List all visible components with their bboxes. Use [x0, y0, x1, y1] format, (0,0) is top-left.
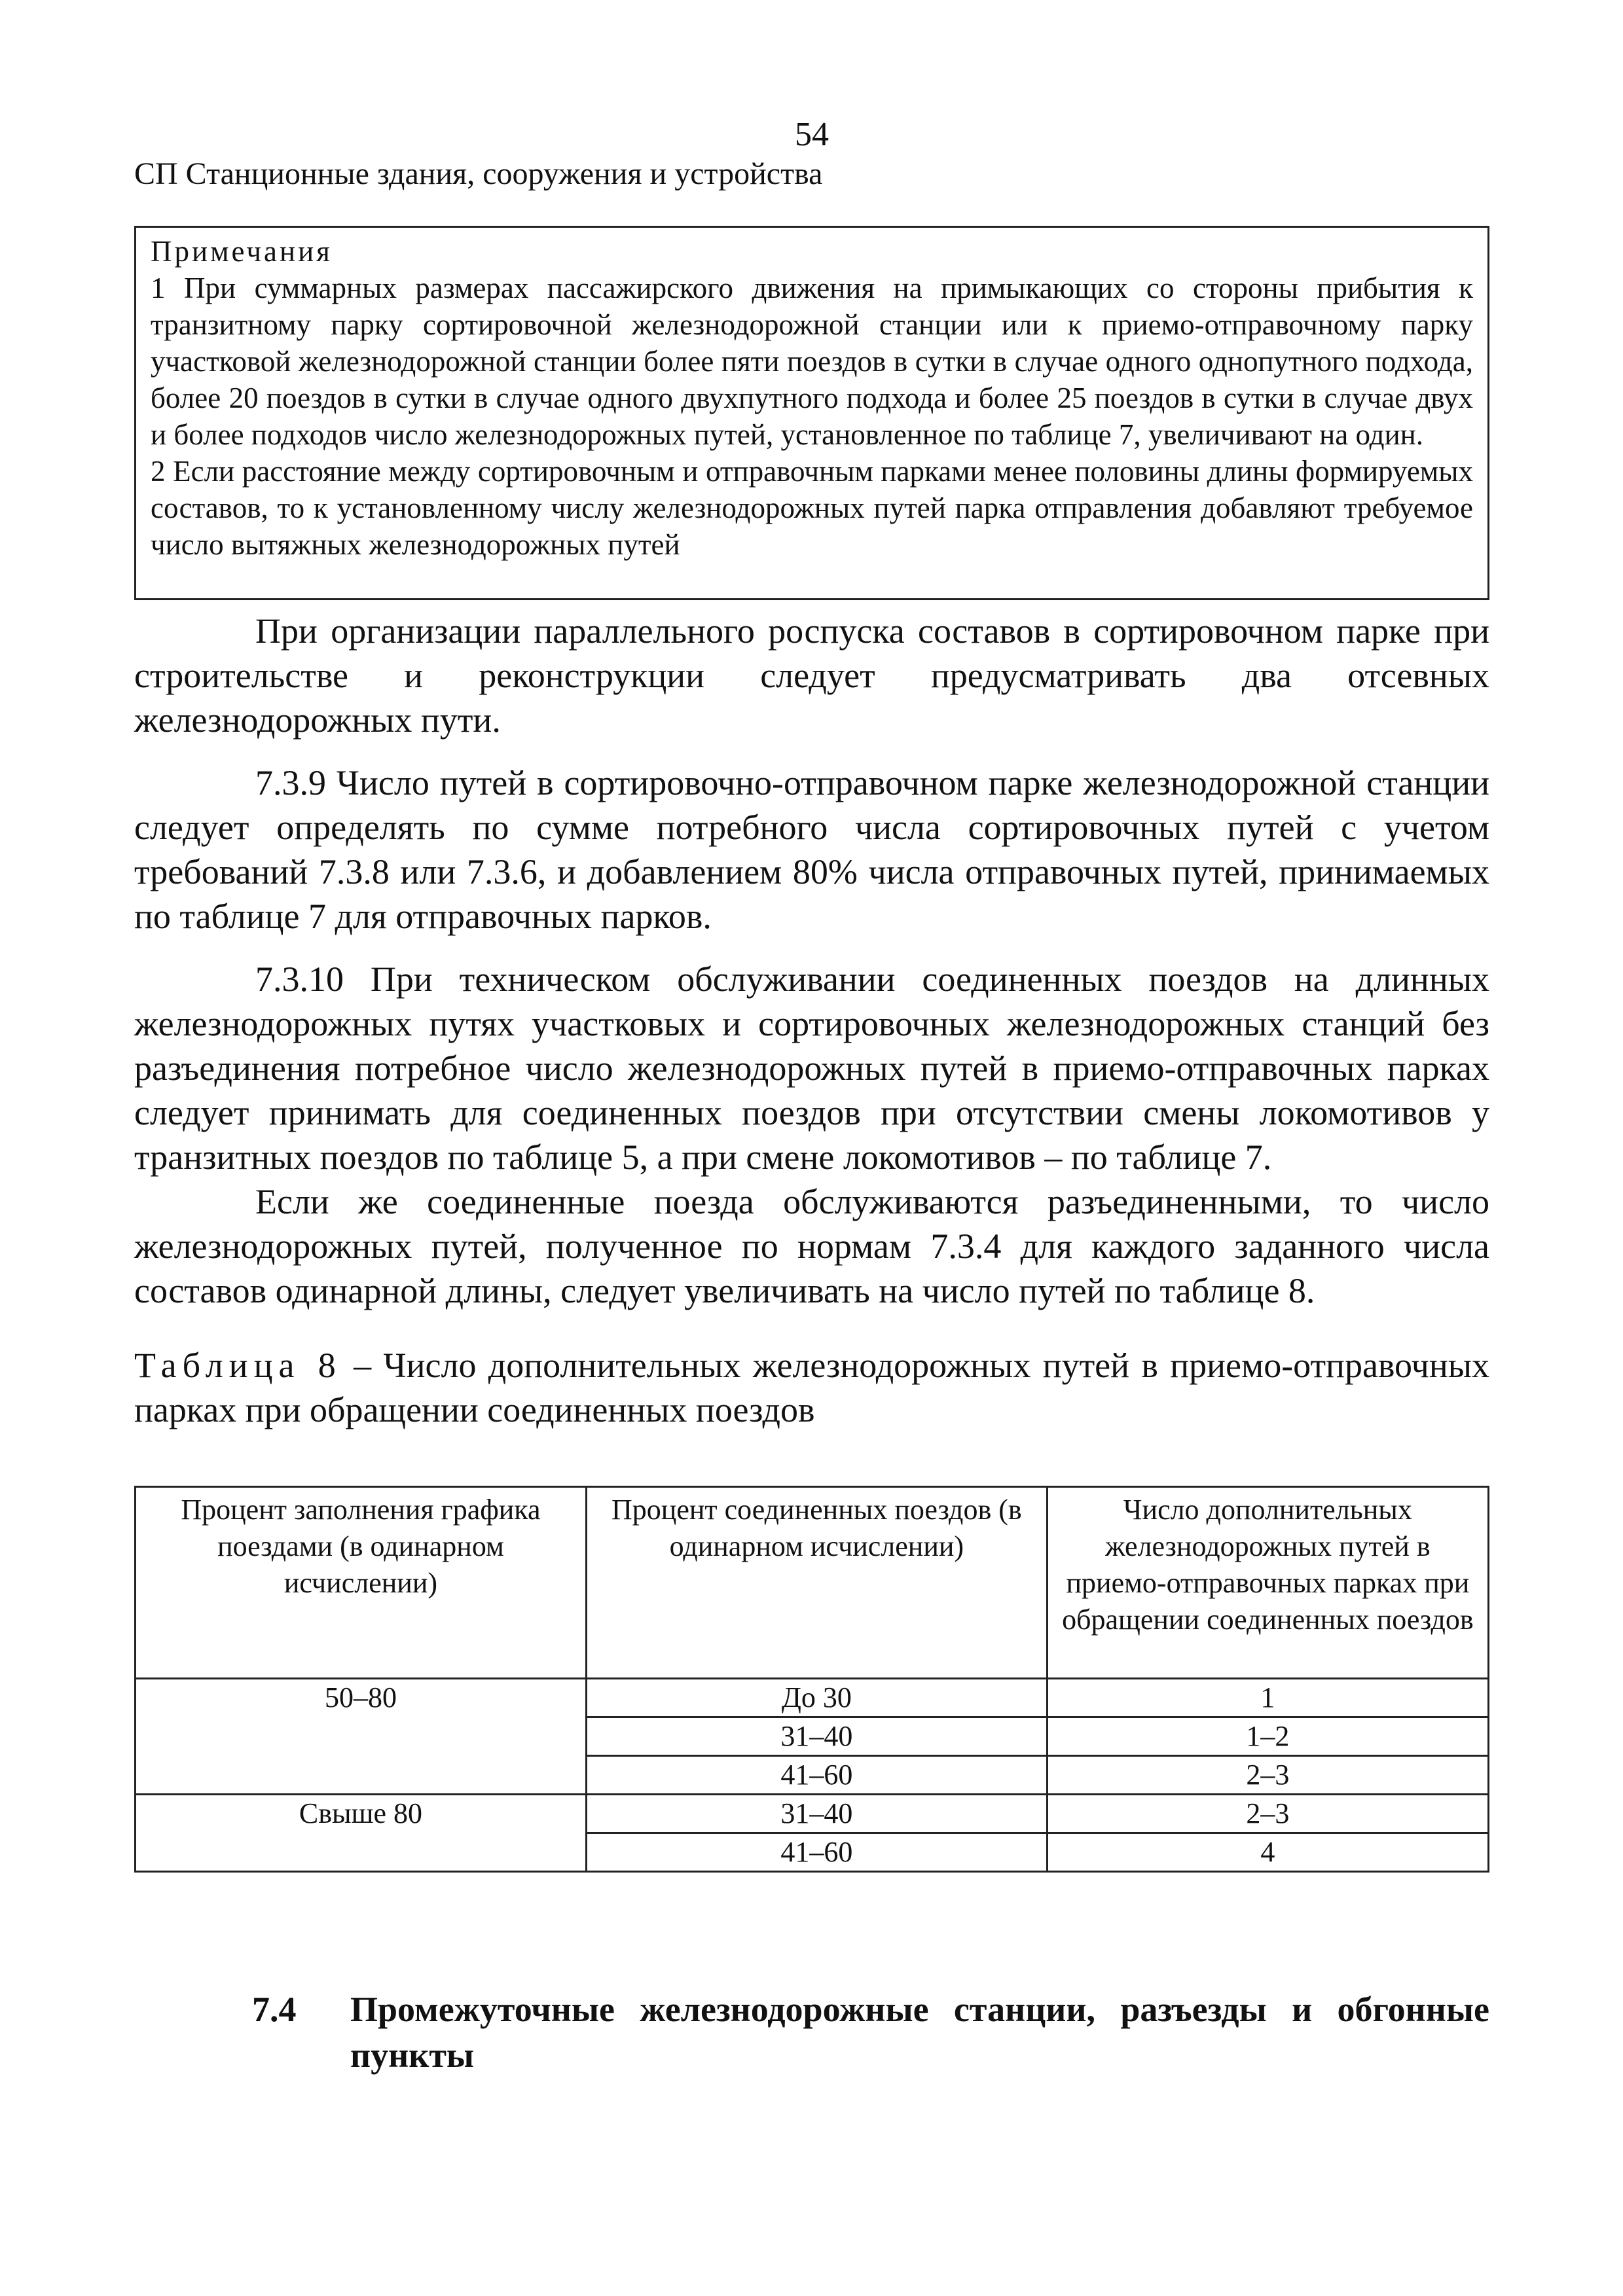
section-title: Промежуточные железнодорожные станции, разъезды и обгонные пункты — [350, 1990, 1489, 2075]
cell-tracks: 2–3 — [1047, 1795, 1488, 1833]
table-caption — [134, 1343, 1489, 1432]
cell-tracks: 1–2 — [1047, 1717, 1488, 1756]
header-connected-percent: Процент соединенных поездов (в одинарном исчислении) — [586, 1487, 1047, 1679]
section-number: 7.4 — [252, 1990, 297, 2029]
header-extra-tracks: Число дополнительных железнодорожных путей в приемо-отправочных парках при обращении соединенных поездов — [1047, 1487, 1488, 1679]
cell-fill-group-1: 50–80 — [136, 1679, 587, 1795]
paragraph-7-3-10: 7.3.10 При техническом обслуживании соединенных поездов на длинных железнодорожных путях участковых и сортировочных железнодорожных станций без разъединения потребное число железнодорожных путей в приемо-отправочных парках следует принимать для соединенных поездов при отсутствии смены локомотивов у транзитных поездов по таблице 5, а при смене локомотивов – по таблице 7. — [134, 960, 1489, 1177]
cell-percent: До 30 — [586, 1679, 1047, 1717]
table-caption-text: – Число дополнительных железнодорожных путей в приемо-отправочных парках при обращении соединенных поездов — [134, 1346, 1489, 1429]
table-caption-label: Таблица 8 — [134, 1346, 342, 1385]
note-item-2: 2 Если расстояние между сортировочным и отправочным парками менее половины длины формируемых составов, то к установленному числу железнодорожных путей парка отправления добавляют требуемое число вытяжных железнодорожных путей — [151, 455, 1473, 561]
table-header-row — [136, 1487, 1489, 1679]
notes-title: Примечания — [151, 235, 333, 268]
cell-percent: 41–60 — [586, 1756, 1047, 1795]
note-item-1: 1 При суммарных размерах пассажирского движения на примыкающих со стороны прибытия к транзитному парку сортировочной железнодорожной станции или к приемо-отправочному парку участковой железнодорожной станции более пяти поездов в сутки в случае одного однопутного подхода, более 20 поездов в сутки в случае одного двухпутного подхода и более 25 поездов в сутки в случае двух и более подходов число железнодорожных путей, установленное по таблице 7, увеличивают на один. — [151, 272, 1473, 451]
cell-tracks: 2–3 — [1047, 1756, 1488, 1795]
cell-tracks: 4 — [1047, 1833, 1488, 1872]
paragraph-parallel-dispersal: При организации параллельного роспуска составов в сортировочном парке при строительстве и реконструкции следует предусматривать два отсевных железнодорожных пути. — [134, 611, 1489, 740]
cell-fill-group-2: Свыше 80 — [136, 1795, 587, 1872]
cell-percent: 31–40 — [586, 1717, 1047, 1756]
body-text — [134, 609, 1489, 1313]
paragraph-separated-trains: Если же соединенные поезда обслуживаются разъединенными, то число железнодорожных путей, полученное по нормам 7.3.4 для каждого заданного числа составов одинарной длины, следует увеличивать на число путей по таблице 8. — [134, 1182, 1489, 1310]
page-number: 54 — [795, 116, 829, 153]
running-header: СП Станционные здания, сооружения и устройства — [134, 156, 823, 191]
table-8 — [134, 1486, 1489, 1873]
cell-percent: 41–60 — [586, 1833, 1047, 1872]
cell-percent: 31–40 — [586, 1795, 1047, 1833]
paragraph-7-3-9: 7.3.9 Число путей в сортировочно-отправочном парке железнодорожной станции следует определять по сумме потребного числа сортировочных путей с учетом требований 7.3.8 или 7.3.6, и добавлением 80% числа отправочных путей, принимаемых по таблице 7 для отправочных парков. — [134, 763, 1489, 936]
table-row — [136, 1679, 1489, 1717]
table-row — [136, 1795, 1489, 1833]
notes-box — [134, 226, 1489, 600]
header-fill-percent: Процент заполнения графика поездами (в одинарном исчислении) — [136, 1487, 587, 1679]
cell-tracks: 1 — [1047, 1679, 1488, 1717]
